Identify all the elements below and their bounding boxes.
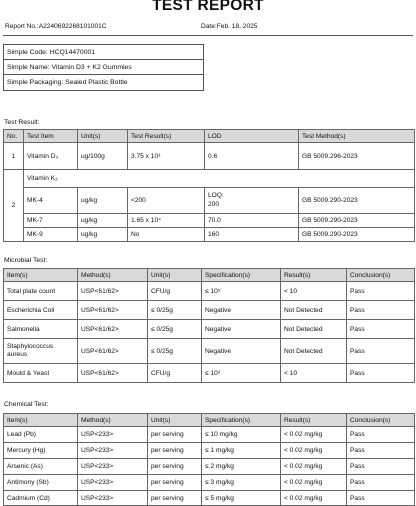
table-row: Mould & Yeast USP<61/62> CFU/g ≤ 10³ < 10 Pass — [4, 364, 415, 383]
col-no: No. — [4, 130, 24, 143]
table-row: Total plate count USP<61/62> CFU/g ≤ 10⁵ < 10 Pass — [4, 282, 415, 301]
col-test-results: Test Result(s) — [128, 130, 205, 143]
col-methods: Method(s) — [78, 414, 148, 427]
test-result-table — [3, 129, 415, 242]
col-results: Result(s) — [281, 414, 347, 427]
chemical-table — [3, 413, 415, 506]
table-row: 1 Vitamin D₃ ug/100g 3.75 x 10³ 0.6 GB 5009.296-2023 — [4, 143, 415, 170]
col-specifications: Specification(s) — [202, 414, 281, 427]
table-row: Lead (Pb) USP<233> per serving ≤ 10 mg/kg < 0.02 mg/kg Pass — [4, 427, 415, 443]
col-units: Unit(s) — [78, 130, 128, 143]
col-test-methods: Test Method(s) — [299, 130, 415, 143]
col-conclusions: Conclusion(s) — [347, 269, 415, 282]
table-row: 2 Vitamin K₂ — [4, 170, 415, 188]
sample-info-table — [3, 44, 204, 91]
table-row: Arsenic (As) USP<233> per serving ≤ 2 mg/kg < 0.02 mg/kg Pass — [4, 459, 415, 475]
microbial-heading: Microbial Test: — [4, 257, 48, 264]
col-specifications: Specification(s) — [202, 269, 281, 282]
table-row: MK-7 ug/kg 1.65 x 10⁴ 70.0 GB 5009.290-2023 — [4, 214, 415, 228]
sample-name: Simple Name: Vitamin D3 + K2 Gummies — [4, 60, 204, 75]
header-divider — [3, 35, 413, 36]
col-conclusions: Conclusion(s) — [347, 414, 415, 427]
col-results: Result(s) — [281, 269, 347, 282]
test-result-heading: Test Result: — [4, 119, 40, 126]
sample-packaging: Simple Packaging: Sealed Plastic Bottle — [4, 75, 204, 90]
col-units: Unit(s) — [148, 269, 202, 282]
table-row: Mercury (Hg) USP<233> per serving ≤ 1 mg/kg < 0.02 mg/kg Pass — [4, 443, 415, 459]
report-number: Report No.:A2240692268101001C — [5, 23, 107, 30]
table-row: MK-9 ug/kg No 160 GB 5009.290-2023 — [4, 228, 415, 242]
col-lod: LOD — [205, 130, 299, 143]
table-row: Escherichia Coli USP<61/62> ≤ 0/25g Negative Not Detected Pass — [4, 301, 415, 320]
report-title: TEST REPORT — [152, 0, 264, 14]
table-row: Salmonella USP<61/62> ≤ 0/25g Negative Not Detected Pass — [4, 320, 415, 339]
table-row: Antimony (Sb) USP<233> per serving ≤ 3 mg/kg < 0.02 mg/kg Pass — [4, 475, 415, 491]
table-row: MK-4 ug/kg <200 LOQ: 200 GB 5009.290-2023 — [4, 188, 415, 214]
sample-code: Simple Code: HCQ14470001 — [4, 45, 204, 60]
col-items: Item(s) — [4, 269, 78, 282]
col-units: Unit(s) — [148, 414, 202, 427]
col-methods: Method(s) — [78, 269, 148, 282]
microbial-table — [3, 268, 415, 383]
col-items: Item(s) — [4, 414, 78, 427]
chemical-heading: Chemical Test: — [4, 401, 49, 408]
table-row: Staphylococcus aureus USP<61/62> ≤ 0/25g Negative Not Detected Pass — [4, 339, 415, 364]
col-test-item: Test Item — [24, 130, 78, 143]
table-row: Cadmium (Cd) USP<233> per serving ≤ 5 mg/kg < 0.02 mg/kg Pass — [4, 491, 415, 506]
report-date: Date:Feb. 18, 2025 — [201, 23, 258, 30]
